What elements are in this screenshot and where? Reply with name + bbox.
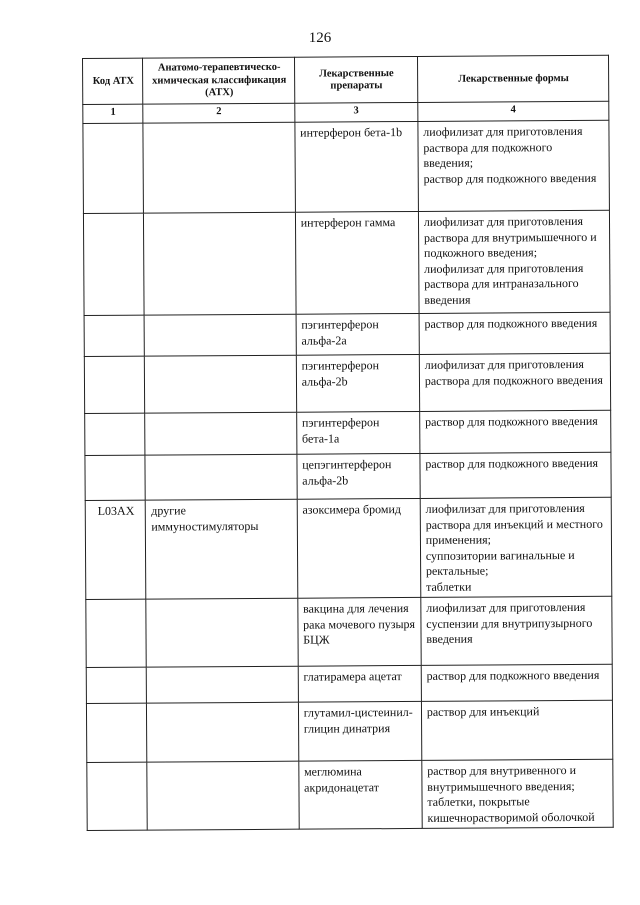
drug-cell: глатирамера ацетат xyxy=(298,665,421,702)
atc-code-cell xyxy=(83,123,144,213)
drug-cell: пэгинтерферон альфа-2b xyxy=(296,354,419,412)
dosage-form: раствор для подкожного введения xyxy=(423,170,597,186)
classification-cell xyxy=(145,454,296,500)
drug-cell: вакцина для лечения рака мочевого пузыря БЦЖ xyxy=(297,597,421,666)
table-row xyxy=(84,312,610,356)
table-row xyxy=(86,664,612,703)
classification-cell xyxy=(145,314,296,356)
table-row xyxy=(87,759,613,830)
classification-cell: другие иммуностимуляторы xyxy=(146,499,298,599)
table-row xyxy=(85,452,611,500)
drug-cell: азоксимера бромид xyxy=(297,498,421,598)
drug-table xyxy=(82,55,614,831)
forms-cell xyxy=(421,596,613,665)
dosage-form: раствор для подкожного введения xyxy=(424,315,598,331)
forms-cell xyxy=(419,312,610,354)
drug-cell: глутамил-цистеинил-глицин динатрия xyxy=(298,701,421,761)
atc-code-cell: L03AX xyxy=(85,500,146,599)
column-number: 1 xyxy=(83,104,144,123)
table-row xyxy=(83,210,610,315)
column-number: 2 xyxy=(143,103,294,123)
dosage-form: лиофилизат для приготовления раствора для инъекций и местного применения; xyxy=(425,500,603,547)
header-forms: Лекарственные формы xyxy=(417,55,608,102)
classification-cell xyxy=(145,355,297,413)
drug-cell: меглюмина акридонацетат xyxy=(298,760,422,829)
page-number: 126 xyxy=(308,30,332,46)
forms-cell xyxy=(419,353,611,411)
dosage-form: суппозитории вагинальные и ректальные; xyxy=(425,547,575,578)
classification-cell xyxy=(147,702,299,762)
forms-cell xyxy=(418,210,610,313)
atc-code-cell xyxy=(85,455,146,500)
column-number: 3 xyxy=(294,102,417,122)
drug-cell: интерферон бета-1b xyxy=(295,121,419,212)
classification-cell xyxy=(146,598,298,667)
atc-code-cell xyxy=(83,213,144,315)
forms-cell xyxy=(420,452,611,498)
forms-cell xyxy=(419,410,610,453)
dosage-form: раствор для подкожного введения xyxy=(425,455,599,471)
drug-cell: пэгинтерферон альфа-2а xyxy=(296,313,419,355)
dosage-form: раствор для подкожного введения xyxy=(424,413,598,429)
forms-cell xyxy=(422,759,614,828)
dosage-form: таблетки, покрытые кишечнорастворимой оболочкой xyxy=(427,794,595,825)
drug-cell: цепэгинтерферон альфа-2b xyxy=(297,453,420,499)
dosage-form: лиофилизат для приготовления раствора для подкожного введения; xyxy=(423,123,583,170)
atc-code-cell xyxy=(87,762,148,830)
dosage-form: раствор для подкожного введения xyxy=(426,667,600,683)
dosage-form: лиофилизат для приготовления суспензии для внутрипузырного введения xyxy=(426,599,593,646)
atc-code-cell xyxy=(86,703,147,762)
table-row xyxy=(85,410,611,455)
classification-cell xyxy=(145,412,296,455)
column-number: 4 xyxy=(418,101,609,121)
forms-cell xyxy=(421,700,613,760)
table-row xyxy=(84,353,610,413)
atc-code-cell xyxy=(84,315,145,356)
atc-code-cell xyxy=(85,413,146,455)
drug-cell: интерферон гамма xyxy=(295,211,419,314)
table-row xyxy=(86,700,612,762)
classification-cell xyxy=(147,666,298,703)
classification-cell xyxy=(143,122,295,213)
dosage-form: таблетки xyxy=(426,579,472,594)
header-code: Код АТХ xyxy=(83,58,144,104)
atc-code-cell xyxy=(86,667,147,703)
header-drugs: Лекарственные препараты xyxy=(294,56,417,103)
dosage-form: раствор для инъекций xyxy=(426,704,540,719)
dosage-form: раствор для внутривенного и внутримышечного введения; xyxy=(427,762,577,794)
atc-code-cell xyxy=(86,599,147,667)
table-row xyxy=(83,120,610,213)
classification-cell xyxy=(147,761,299,830)
forms-cell xyxy=(421,664,612,701)
dosage-form: лиофилизат для приготовления раствора для внутримышечного и подкожного введения; xyxy=(423,213,597,260)
forms-cell xyxy=(418,120,610,211)
atc-code-cell xyxy=(84,356,145,413)
table-row xyxy=(86,596,612,667)
table-header-row xyxy=(83,55,609,104)
forms-cell xyxy=(420,497,612,597)
header-classification: Анатомо-терапевтическо-химическая классификация (АТХ) xyxy=(143,57,294,104)
dosage-form: лиофилизат для приготовления раствора для подкожного введения xyxy=(424,356,603,388)
drug-cell: пэгинтерферон бета-1а xyxy=(296,411,419,454)
dosage-form: лиофилизат для приготовления раствора для интраназального введения xyxy=(424,260,584,307)
classification-cell xyxy=(144,212,296,315)
table-row xyxy=(85,497,612,599)
